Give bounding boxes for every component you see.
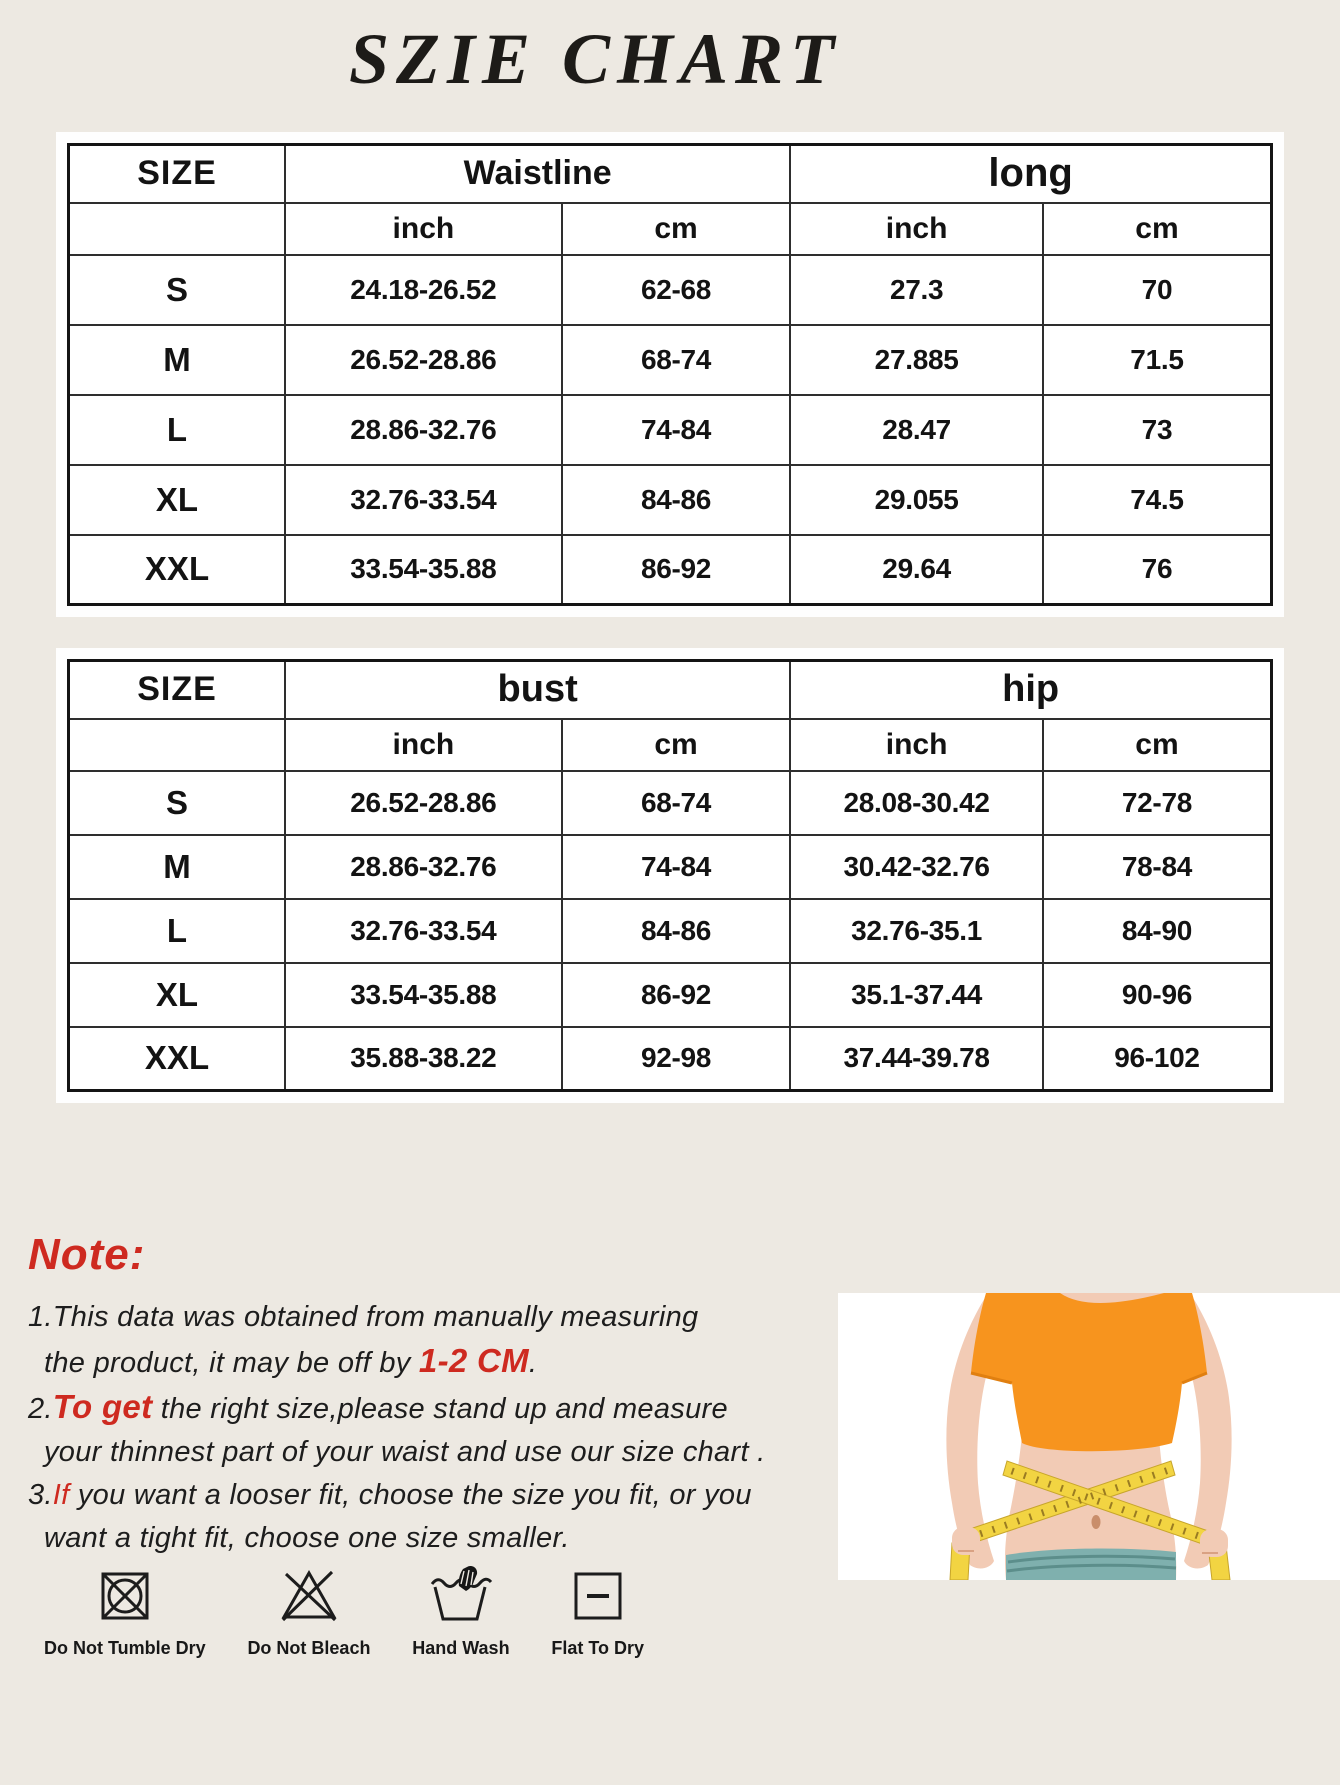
size-cell: XL [69,465,286,535]
size-cell: S [69,255,286,325]
measuring-waist-photo [838,1293,1340,1580]
note-line: 2.To get the right size,please stand up and measure [28,1388,728,1425]
bust-hip-table [67,659,1273,1092]
note-heading: Note: [28,1230,146,1279]
size-cell: L [69,899,286,963]
unit-header: inch [790,719,1043,771]
table1-empty-cell [69,203,286,255]
table1-group-header-row [69,145,1272,203]
value-cell: 84-90 [1043,899,1272,963]
table-row [69,255,1272,325]
value-cell: 35.88-38.22 [285,1027,562,1091]
value-cell: 84-86 [562,899,791,963]
value-cell: 96-102 [1043,1027,1272,1091]
table1-size-header: SIZE [69,145,286,203]
note-line: want a tight fit, choose one size smaller. [44,1522,570,1554]
waistline-long-table-panel [56,132,1284,617]
table-row [69,899,1272,963]
unit-header: cm [1043,203,1272,255]
value-cell: 28.47 [790,395,1043,465]
note-line: 3.If you want a looser fit, choose the size you fit, or you [28,1479,752,1511]
table2-unit-header-row [69,719,1272,771]
value-cell: 72-78 [1043,771,1272,835]
table1-long-header: long [790,145,1271,203]
value-cell: 70 [1043,255,1272,325]
table2-size-header: SIZE [69,661,286,719]
unit-header: inch [285,203,562,255]
table2-group-header-row [69,661,1272,719]
care-item-do-not-bleach [247,1566,370,1659]
care-instructions-row [44,1566,644,1659]
value-cell: 68-74 [562,771,791,835]
value-cell: 29.64 [790,535,1043,605]
care-label: Flat To Dry [551,1638,644,1658]
bust-hip-table-panel [56,648,1284,1103]
value-cell: 26.52-28.86 [285,325,562,395]
unit-header: inch [285,719,562,771]
table-row [69,395,1272,465]
size-cell: L [69,395,286,465]
care-label: Hand Wash [412,1638,510,1658]
value-cell: 32.76-33.54 [285,465,562,535]
note-line: the product, it may be off by 1-2 CM. [44,1342,538,1379]
value-cell: 28.86-32.76 [285,395,562,465]
value-cell: 26.52-28.86 [285,771,562,835]
value-cell: 73 [1043,395,1272,465]
value-cell: 62-68 [562,255,791,325]
unit-header: inch [790,203,1043,255]
value-cell: 71.5 [1043,325,1272,395]
table2-bust-header: bust [285,661,790,719]
table1-waistline-header: Waistline [285,145,790,203]
value-cell: 27.3 [790,255,1043,325]
value-cell: 32.76-33.54 [285,899,562,963]
value-cell: 74-84 [562,395,791,465]
value-cell: 28.86-32.76 [285,835,562,899]
table2-hip-header: hip [790,661,1271,719]
hand-wash-icon [425,1566,497,1626]
value-cell: 78-84 [1043,835,1272,899]
value-cell: 68-74 [562,325,791,395]
value-cell: 74-84 [562,835,791,899]
value-cell: 27.885 [790,325,1043,395]
value-cell: 92-98 [562,1027,791,1091]
care-item-flat-to-dry [551,1566,644,1659]
table2-empty-cell [69,719,286,771]
note-line: your thinnest part of your waist and use our size chart . [44,1436,766,1468]
table-row [69,465,1272,535]
care-item-do-not-tumble-dry [44,1566,206,1659]
value-cell: 29.055 [790,465,1043,535]
table-row [69,1027,1272,1091]
table1-unit-header-row [69,203,1272,255]
care-label: Do Not Bleach [247,1638,371,1658]
waistline-long-table [67,143,1273,606]
do-not-tumble-dry-icon [93,1566,157,1626]
note-section [28,1230,828,1560]
unit-header: cm [562,719,791,771]
table-row [69,771,1272,835]
value-cell: 76 [1043,535,1272,605]
value-cell: 30.42-32.76 [790,835,1043,899]
flat-to-dry-icon [569,1566,627,1626]
size-cell: XXL [69,1027,286,1091]
unit-header: cm [1043,719,1272,771]
value-cell: 32.76-35.1 [790,899,1043,963]
size-cell: S [69,771,286,835]
table-row [69,835,1272,899]
note-item-2 [28,1385,828,1474]
table-row [69,963,1272,1027]
size-cell: XXL [69,535,286,605]
note-line: 1.This data was obtained from manually measuring [28,1301,699,1333]
value-cell: 24.18-26.52 [285,255,562,325]
value-cell: 86-92 [562,535,791,605]
value-cell: 37.44-39.78 [790,1027,1043,1091]
unit-header: cm [562,203,791,255]
care-label: Do Not Tumble Dry [44,1638,206,1658]
page-title: SZIE CHART [348,19,842,99]
value-cell: 33.54-35.88 [285,963,562,1027]
note-item-3 [28,1474,828,1560]
value-cell: 90-96 [1043,963,1272,1027]
value-cell: 84-86 [562,465,791,535]
care-item-hand-wash [412,1566,509,1659]
value-cell: 35.1-37.44 [790,963,1043,1027]
table-row [69,535,1272,605]
size-cell: XL [69,963,286,1027]
do-not-bleach-icon [275,1566,343,1626]
value-cell: 74.5 [1043,465,1272,535]
value-cell: 33.54-35.88 [285,535,562,605]
value-cell: 28.08-30.42 [790,771,1043,835]
value-cell: 86-92 [562,963,791,1027]
table-row [69,325,1272,395]
size-cell: M [69,325,286,395]
note-item-1 [28,1296,828,1385]
size-cell: M [69,835,286,899]
